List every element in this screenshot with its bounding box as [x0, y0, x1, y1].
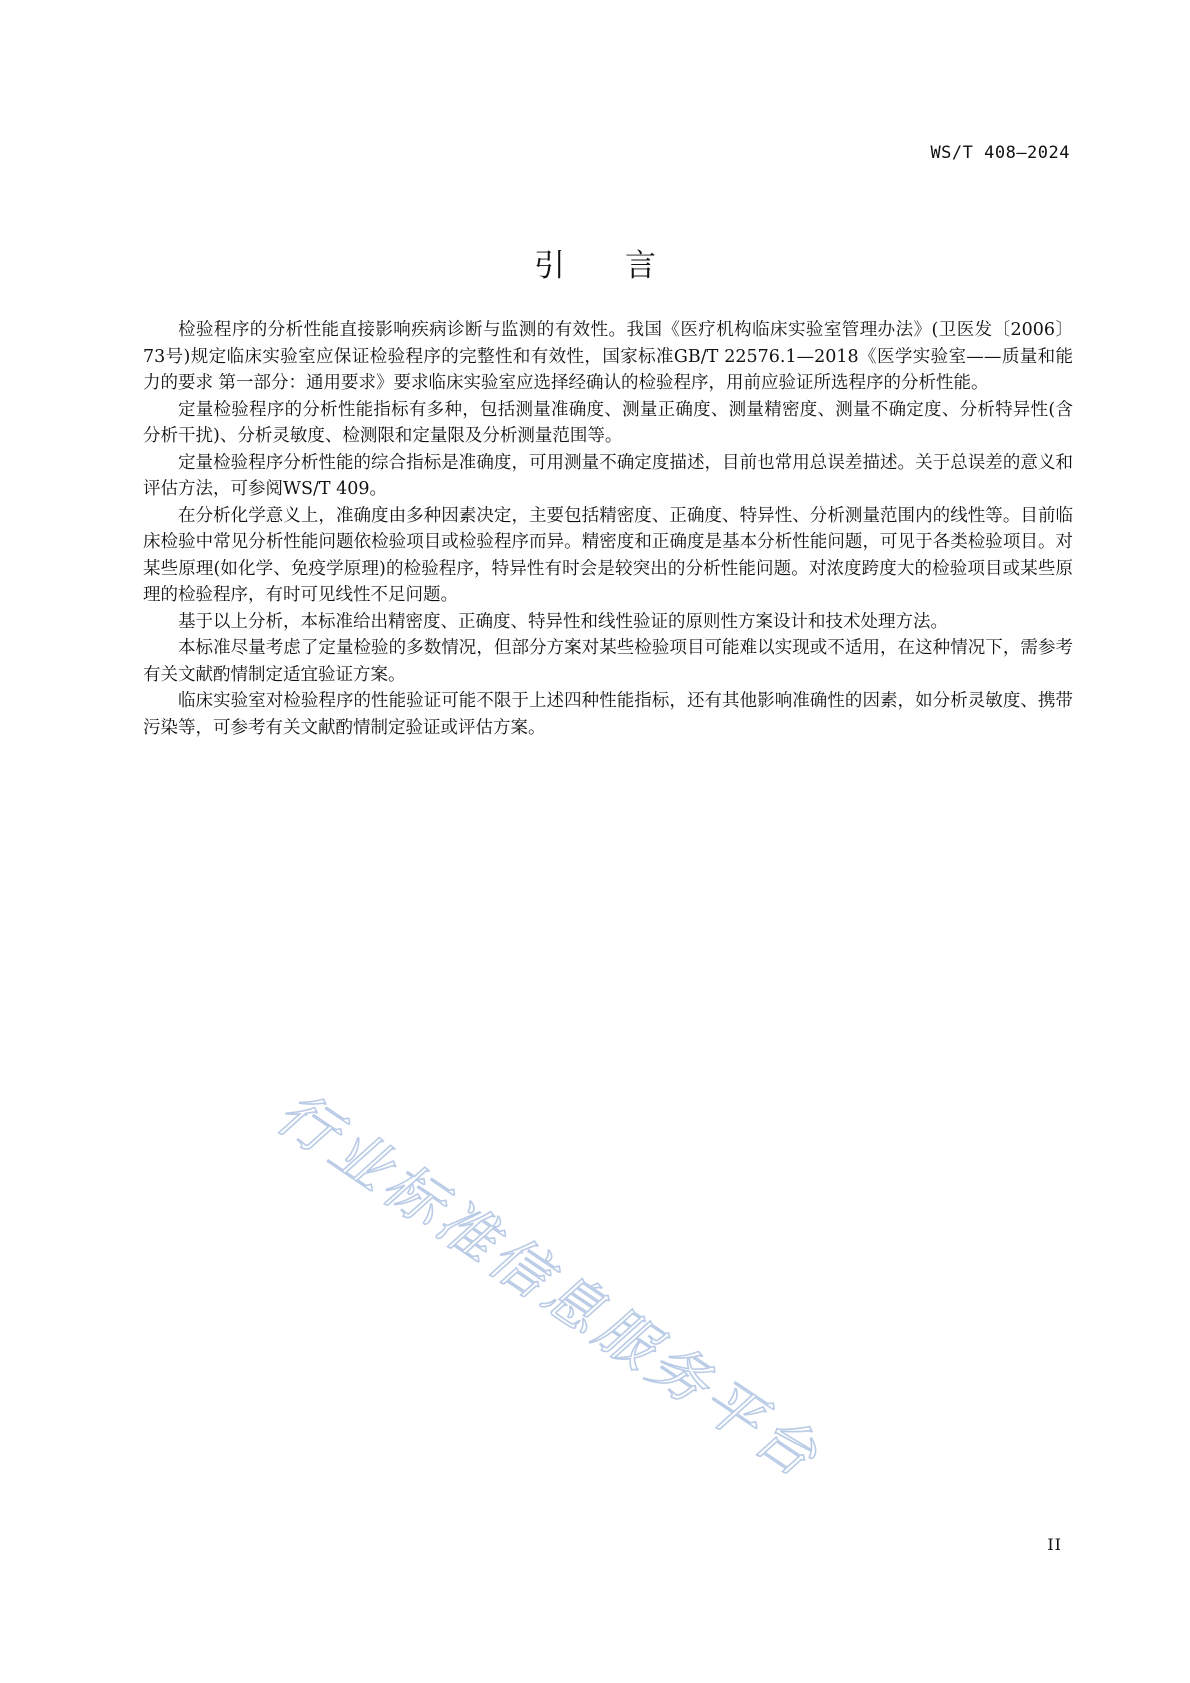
section-title: 引言 — [534, 248, 716, 284]
paragraph: 在分析化学意义上，准确度由多种因素决定，主要包括精密度、正确度、特异性、分析测量范围内的线性等。目前临床检验中常见分析性能问题依检验项目或检验程序而异。精密度和正确度是基本分析性能问题，可见于各类检验项目。对某些原理(如化学、免疫学原理)的检验程序，特异性有时会是较突出的分析性能问题。对浓度跨度大的检验项目或某些原理的检验程序，有时可见线性不足问题。 — [143, 505, 1073, 605]
watermark-text: 行业标准信息服务平台 — [264, 1078, 834, 1493]
paragraph: 定量检验程序分析性能的综合指标是准确度，可用测量不确定度描述，目前也常用总误差描述。关于总误差的意义和评估方法，可参阅WS/T 409。 — [143, 452, 1073, 499]
page-number: II — [1047, 1535, 1062, 1554]
watermark — [260, 1075, 902, 1544]
paragraph: 检验程序的分析性能直接影响疾病诊断与监测的有效性。我国《医疗机构临床实验室管理办法》(卫医发〔2006〕73号)规定临床实验室应保证检验程序的完整性和有效性，国家标准GB/T 22576.1—2018《医学实验室——质量和能力的要求 第一部分：通用要求》要求临床实验室应选择经确认的检验程序，用前应验证所选程序的分析性能。 — [143, 320, 1073, 393]
paragraph: 定量检验程序的分析性能指标有多种，包括测量准确度、测量正确度、测量精密度、测量不确定度、分析特异性(含分析干扰)、分析灵敏度、检测限和定量限及分析测量范围等。 — [143, 399, 1073, 446]
paragraph: 临床实验室对检验程序的性能验证可能不限于上述四种性能指标，还有其他影响准确性的因素，如分析灵敏度、携带污染等，可参考有关文献酌情制定验证或评估方案。 — [143, 691, 1073, 738]
paragraph: 基于以上分析，本标准给出精密度、正确度、特异性和线性验证的原则性方案设计和技术处理方法。 — [178, 611, 948, 632]
paragraph: 本标准尽量考虑了定量检验的多数情况，但部分方案对某些检验项目可能难以实现或不适用，在这种情况下，需参考有关文献酌情制定适宜验证方案。 — [143, 638, 1073, 685]
document-code: WS/T 408—2024 — [930, 143, 1070, 163]
introduction-body — [143, 317, 1073, 741]
